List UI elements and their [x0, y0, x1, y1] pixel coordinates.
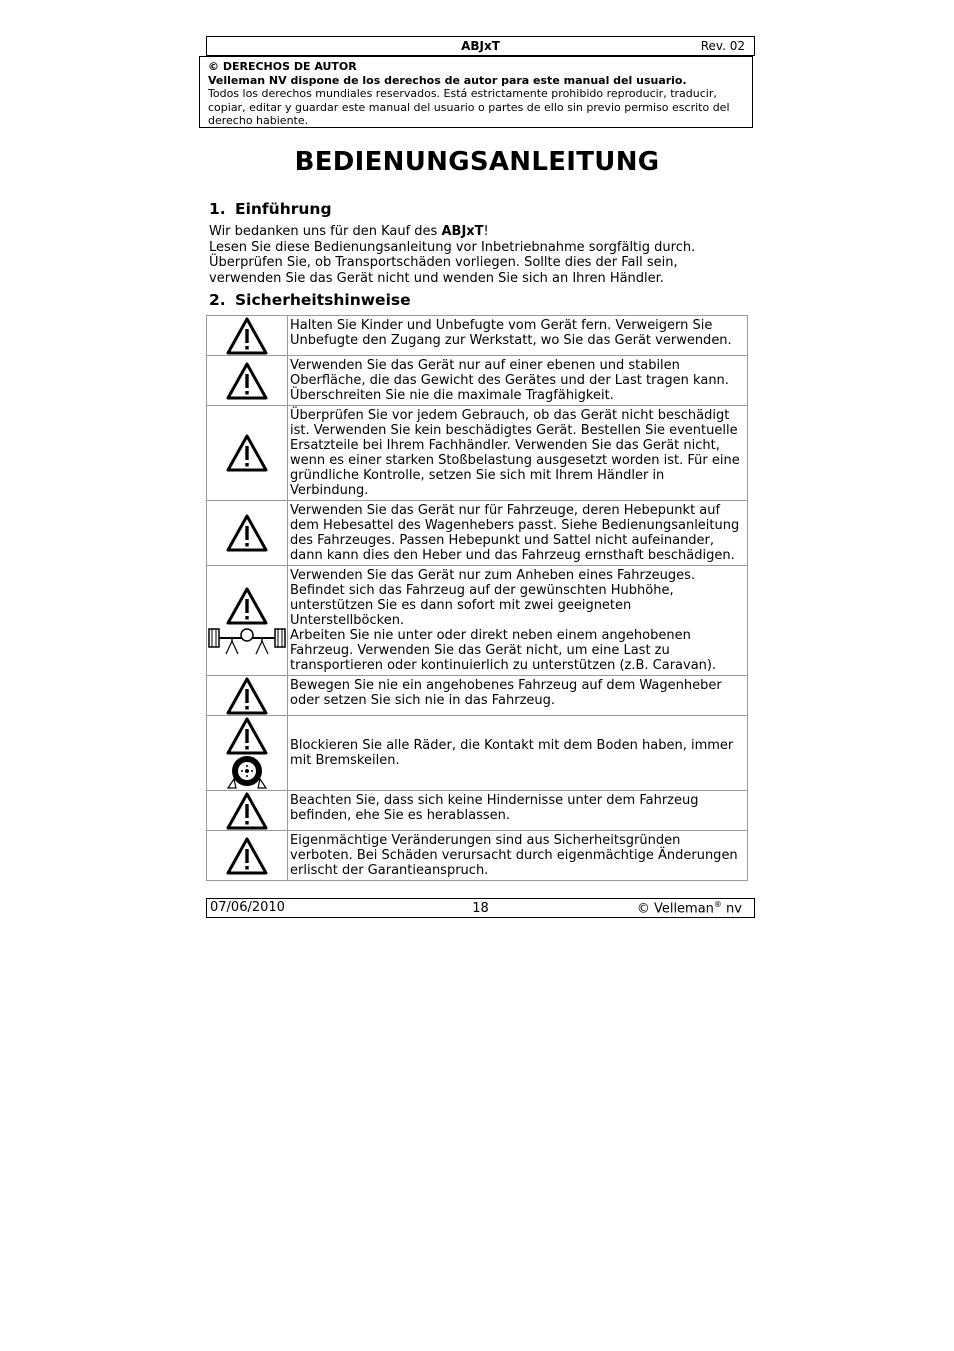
thanks-line — [209, 224, 749, 240]
warning-icon — [226, 837, 268, 875]
product-name: ABJxT — [441, 224, 484, 239]
page-footer — [206, 898, 755, 918]
section-title: Einführung — [235, 200, 332, 218]
instruction-text: Eigenmächtige Veränderungen sind aus Sicherheitsgründen verboten. Bei Schäden verursacht durch eigenmächtige Änderungen erlischt der Garantieanspruch. — [288, 831, 748, 881]
copyright-owner: Velleman NV dispone de los derechos de autor para este manual del usuario. — [208, 73, 687, 87]
table-row — [207, 566, 748, 676]
table-row — [207, 316, 748, 356]
icon-cell — [207, 316, 288, 356]
icon-cell — [207, 791, 288, 831]
instruction-paragraph: Arbeiten Sie nie unter oder direkt neben einem angehobenen Fahrzeug. Verwenden Sie das Gerät nicht, um eine Last zu transportieren oder kontinuierlich zu unterstützen (z.B. Caravan). — [290, 628, 717, 673]
instruction-text — [288, 566, 748, 676]
table-row — [207, 831, 748, 881]
copyright-box — [199, 56, 753, 128]
registered-mark: ® — [713, 900, 722, 909]
table-row — [207, 716, 748, 791]
brand-name: © Velleman — [636, 901, 714, 917]
instruction-text: Halten Sie Kinder und Unbefugte vom Gerät fern. Verweigern Sie Unbefugte den Zugang zur Werkstatt, wo Sie das Gerät verwenden. — [288, 316, 748, 356]
icon-cell — [207, 716, 288, 791]
warning-icon — [226, 717, 268, 755]
warning-icon — [226, 514, 268, 552]
introduction-text — [209, 224, 749, 286]
document-title: BEDIENUNGSANLEITUNG — [294, 147, 660, 177]
section-heading-safety — [209, 291, 411, 309]
instruction-paragraph: Verwenden Sie das Gerät nur zum Anheben eines Fahrzeuges. Befindet sich das Fahrzeug auf der gewünschten Hubhöhe, unterstützen Sie es dann sofort mit zwei geeigneten Unterstellböcken. — [290, 568, 696, 628]
icon-cell — [207, 356, 288, 406]
wheel-chock-icon — [226, 755, 268, 789]
instruction-text: Verwenden Sie das Gerät nur auf einer ebenen und stabilen Oberfläche, die das Gewicht des Gerätes und der Last tragen kann. Überschreiten Sie nie die maximale Tragfähigkeit. — [288, 356, 748, 406]
icon-cell — [207, 566, 288, 676]
warning-icon — [226, 362, 268, 400]
table-row — [207, 791, 748, 831]
section-number: 2. — [209, 291, 226, 309]
instruction-text: Verwenden Sie das Gerät nur für Fahrzeuge, deren Hebepunkt auf dem Hebesattel des Wagenhebers passt. Siehe Bedienungsanleitung des Fahrzeuges. Passen Hebepunkt und Sattel nicht aufeinander, dann kann dies den Heber und das Fahrzeug ernsthaft beschädigen. — [288, 501, 748, 566]
thanks-text: Wir bedanken uns für den Kauf des — [209, 224, 442, 239]
instruction-text: Beachten Sie, dass sich keine Hindernisse unter dem Fahrzeug befinden, ehe Sie es herablassen. — [288, 791, 748, 831]
icon-cell — [207, 831, 288, 881]
model-name: ABJxT — [461, 39, 500, 53]
intro-paragraph: Lesen Sie diese Bedienungsanleitung vor Inbetriebnahme sorgfältig durch. Überprüfen Sie, ob Transportschäden vorliegen. Sollte dies der Fall sein, verwenden Sie das Gerät nicht und wenden Sie sich an Ihren Händler. — [209, 239, 696, 286]
thanks-end: ! — [483, 224, 489, 239]
warning-icon — [226, 587, 268, 625]
instruction-text: Überprüfen Sie vor jedem Gebrauch, ob das Gerät nicht beschädigt ist. Verwenden Sie kein beschädigtes Gerät. Bestellen Sie eventuelle Ersatzteile bei Ihrem Fachhändler. Verwenden Sie das Gerät nicht, wenn es einer starken Stoßbelastung ausgesetzt worden ist. Für eine gründliche Kontrolle, setzen Sie sich mit Ihrem Händler in Verbindung. — [288, 406, 748, 501]
revision-label: Rev. 02 — [700, 39, 745, 53]
table-row — [207, 356, 748, 406]
safety-instructions-table — [206, 315, 748, 881]
section-number: 1. — [209, 200, 226, 218]
icon-cell — [207, 406, 288, 501]
table-row — [207, 676, 748, 716]
warning-icon — [226, 792, 268, 830]
section-heading-introduction — [209, 200, 332, 218]
brand-suffix: nv — [721, 901, 742, 917]
footer-date: 07/06/2010 — [210, 900, 285, 915]
section-title: Sicherheitshinweise — [235, 291, 411, 309]
copyright-text: Todos los derechos mundiales reservados. Está estrictamente prohibido reproducir, traducir, copiar, editar y guardar este manual del usuario o partes de ello sin previo permiso escrito del derecho habiente. — [208, 87, 730, 127]
page-header — [206, 36, 755, 56]
icon-cell — [207, 501, 288, 566]
warning-icon — [226, 317, 268, 355]
page-number: 18 — [472, 901, 489, 916]
warning-icon — [226, 677, 268, 715]
axle-stands-icon — [208, 625, 286, 655]
warning-icon — [226, 434, 268, 472]
table-row — [207, 406, 748, 501]
icon-cell — [207, 676, 288, 716]
footer-brand — [637, 900, 742, 916]
copyright-title: © DERECHOS DE AUTOR — [208, 60, 357, 73]
instruction-text: Bewegen Sie nie ein angehobenes Fahrzeug auf dem Wagenheber oder setzen Sie sich nie in das Fahrzeug. — [288, 676, 748, 716]
instruction-text: Blockieren Sie alle Räder, die Kontakt mit dem Boden haben, immer mit Bremskeilen. — [288, 716, 748, 791]
table-row — [207, 501, 748, 566]
